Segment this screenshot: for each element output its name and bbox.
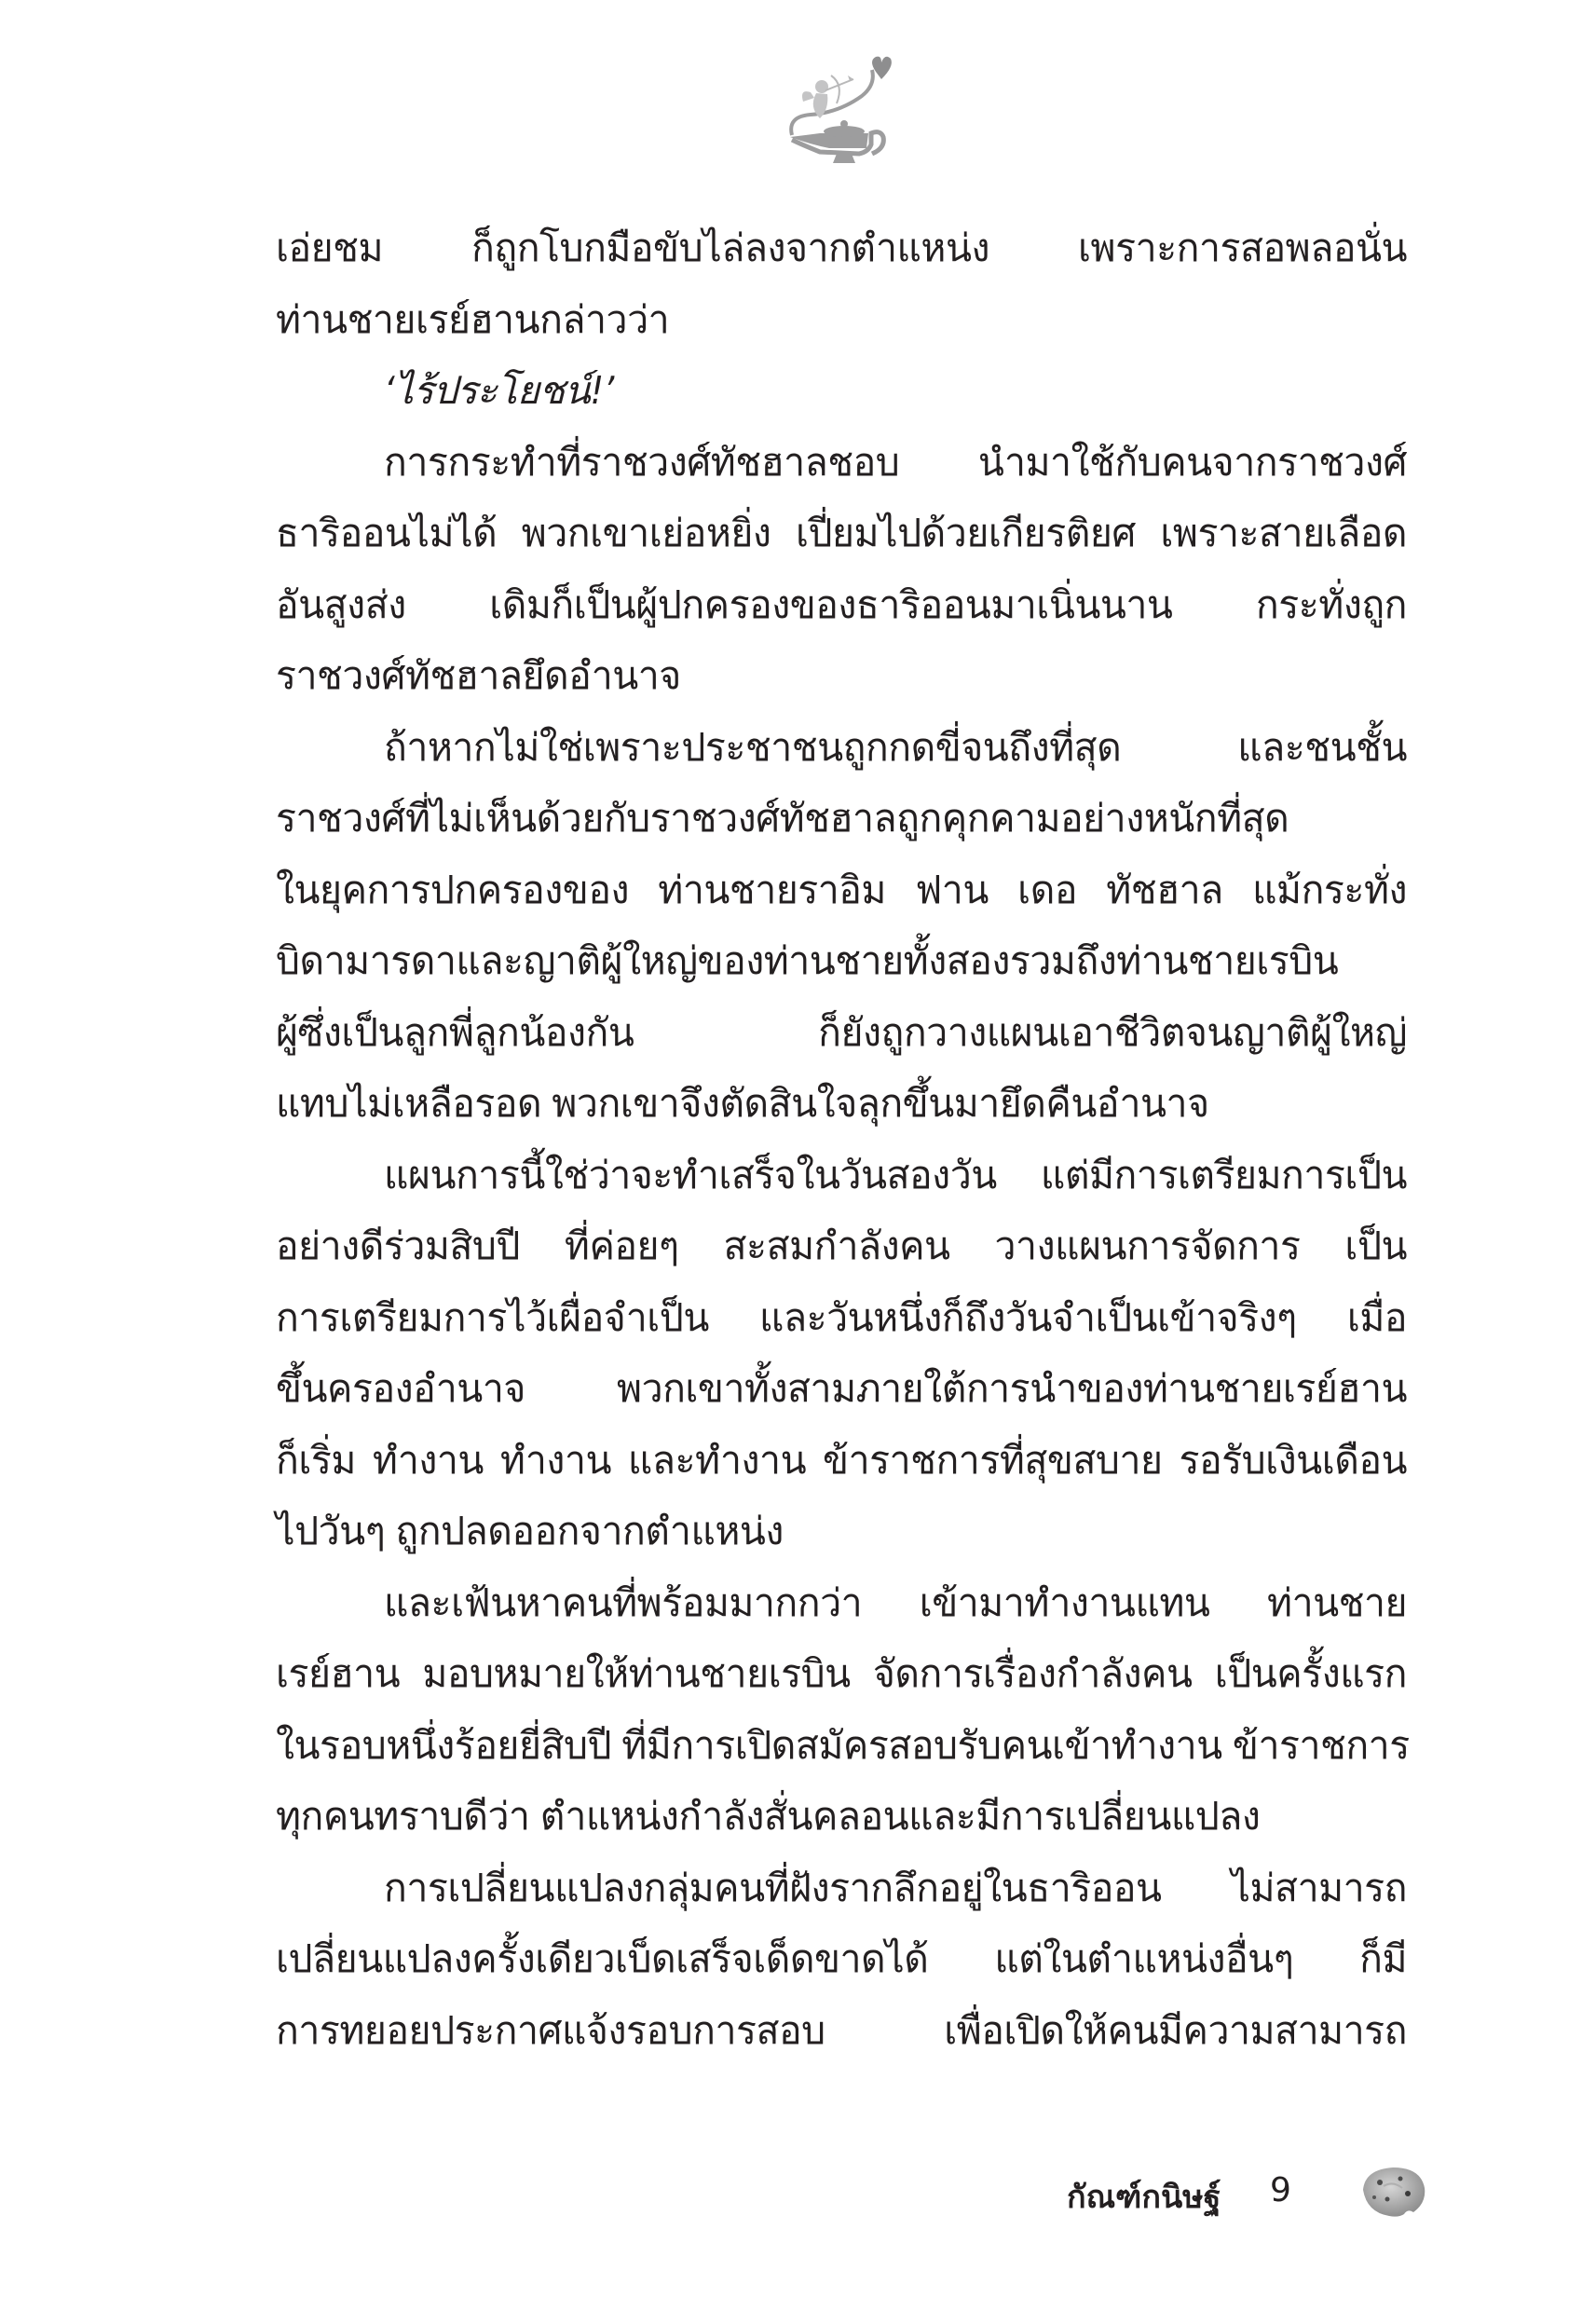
text-line: เรย์ฮาน มอบหมายให้ท่านชายเรบิน จัดการเรื่องกำลังคน เป็นครั้งแรก	[276, 1651, 1407, 1696]
cupid-teapot-ornament-icon	[783, 51, 894, 172]
book-title: กัณฑ์กนิษฐ์	[1067, 2179, 1221, 2216]
text-line: แผนการนี้ใช่ว่าจะทำเสร็จในวันสองวัน แต่มีการเตรียมการเป็น	[384, 1152, 1407, 1197]
page-number: 9	[1270, 2171, 1291, 2209]
cookie-icon	[1356, 2162, 1430, 2222]
text-line: แทบไม่เหลือรอด พวกเขาจึงตัดสินใจลุกขึ้นมายึดคืนอำนาจ	[276, 1081, 1209, 1126]
text-line: ราชวงศ์ที่ไม่เห็นด้วยกับราชวงศ์ทัชฮาลถูกคุกคามอย่างหนักที่สุด	[276, 796, 1289, 841]
text-line: บิดามารดาและญาติผู้ใหญ่ของท่านชายทั้งสองรวมถึงท่านชายเรบิน	[276, 938, 1339, 983]
text-line: ทุกคนทราบดีว่า ตำแหน่งกำลังสั่นคลอนและมีการเปลี่ยนแปลง	[276, 1794, 1261, 1839]
text-line: ท่านชายเรย์ฮานกล่าวว่า	[276, 296, 670, 342]
text-line: ถ้าหากไม่ใช่เพราะประชาชนถูกกดขี่จนถึงที่สุด และชนชั้น	[384, 724, 1407, 770]
text-line: การเตรียมการไว้เผื่อจำเป็น และวันหนึ่งก็ถึงวันจำเป็นเข้าจริงๆ เมื่อ	[276, 1294, 1407, 1340]
text-line: ผู้ซึ่งเป็นลูกพี่ลูกน้องกัน ก็ยังถูกวางแผนเอาชีวิตจนญาติผู้ใหญ่	[276, 1009, 1407, 1055]
text-line: การกระทำที่ราชวงศ์ทัชฮาลชอบ นำมาใช้กับคนจากราชวงศ์	[384, 439, 1407, 485]
text-line: เอ่ยชม ก็ถูกโบกมือขับไล่ลงจากตำแหน่ง เพราะการสอพลอนั่น	[276, 226, 1407, 270]
text-line: การทยอยประกาศแจ้งรอบการสอบ เพื่อเปิดให้คนมีความสามารถ	[276, 2007, 1407, 2053]
text-line: ในรอบหนึ่งร้อยยี่สิบปี ที่มีการเปิดสมัครสอบรับคนเข้าทำงาน ข้าราชการ	[276, 1722, 1410, 1768]
text-line: การเปลี่ยนแปลงกลุ่มคนที่ฝังรากลึกอยู่ในธาริออน ไม่สามารถ	[384, 1865, 1407, 1910]
text-line: และเฟ้นหาคนที่พร้อมมากกว่า เข้ามาทำงานแทน ท่านชาย	[384, 1579, 1407, 1625]
text-line: อย่างดีร่วมสิบปี ที่ค่อยๆ สะสมกำลังคน วางแผนการจัดการ เป็น	[276, 1224, 1407, 1268]
text-line: เปลี่ยนแปลงครั้งเดียวเบ็ดเสร็จเด็ดขาดได้ แต่ในตำแหน่งอื่นๆ ก็มี	[276, 1936, 1407, 1981]
text-line: ไปวันๆ ถูกปลดออกจากตำแหน่ง	[276, 1509, 784, 1553]
body-text	[276, 212, 1410, 2066]
quote-line: ‘ไร้ประโยชน์!’	[384, 368, 614, 413]
text-line: ธาริออนไม่ได้ พวกเขาเย่อหยิ่ง เปี่ยมไปด้วยเกียรติยศ เพราะสายเลือด	[276, 511, 1407, 555]
text-line: อันสูงส่ง เดิมก็เป็นผู้ปกครองของธาริออนมาเนิ่นนาน กระทั่งถูก	[276, 581, 1407, 627]
text-line: ราชวงศ์ทัชฮาลยึดอำนาจ	[276, 653, 681, 698]
text-line: ในยุคการปกครองของ ท่านชายราอิม ฟาน เดอ ทัชฮาล แม้กระทั่ง	[276, 867, 1407, 912]
text-line: ก็เริ่ม ทำงาน ทำงาน และทำงาน ข้าราชการที่สุขสบาย รอรับเงินเดือน	[276, 1437, 1407, 1483]
text-line: ขึ้นครองอำนาจ พวกเขาทั้งสามภายใต้การนำของท่านชายเรย์ฮาน	[276, 1366, 1407, 1411]
page-footer	[0, 2162, 1596, 2236]
